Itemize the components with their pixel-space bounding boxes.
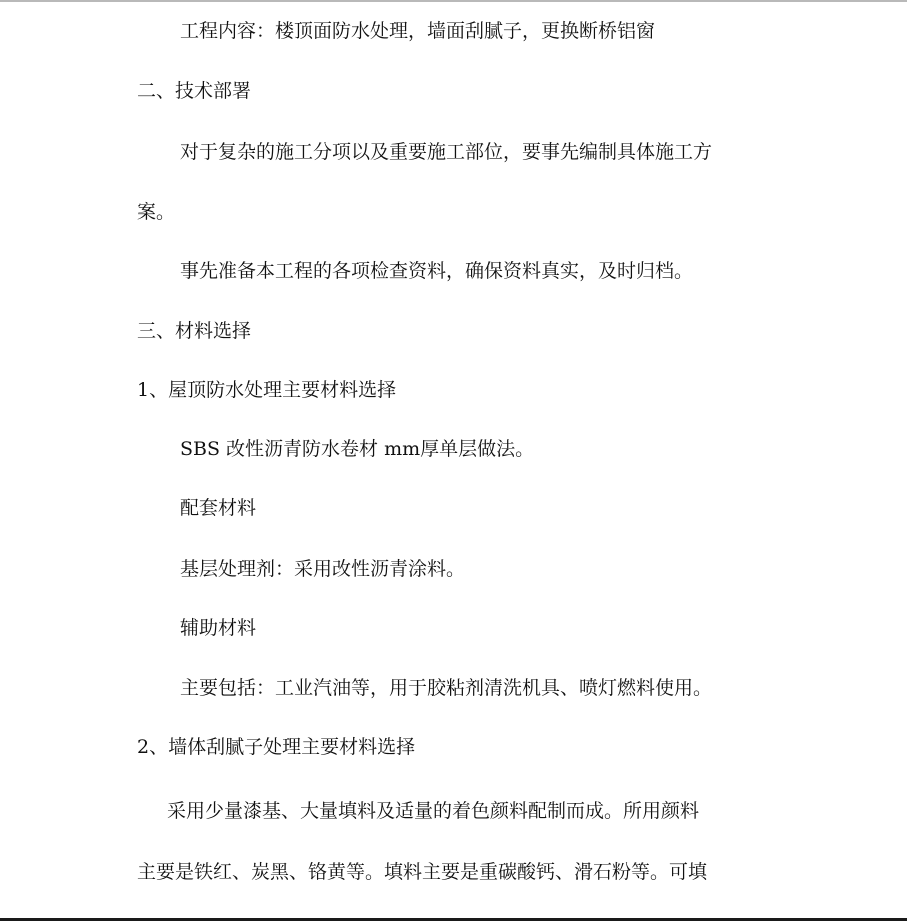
top-border bbox=[0, 0, 907, 2]
label-auxiliary-materials: 辅助材料 bbox=[180, 617, 257, 639]
label-supporting-materials: 配套材料 bbox=[180, 497, 257, 519]
heading-material-selection: 三、材料选择 bbox=[137, 320, 252, 342]
paragraph-inspection-docs: 事先准备本工程的各项检查资料，确保资料真实，及时归档。 bbox=[180, 260, 694, 282]
paragraph-project-content: 工程内容：楼顶面防水处理，墙面刮腻子，更换断桥铝窗 bbox=[180, 20, 656, 42]
paragraph-putty-composition: 采用少量漆基、大量填料及适量的着色颜料配制而成。所用颜料 bbox=[167, 800, 700, 822]
paragraph-sbs-membrane: SBS 改性沥青防水卷材 mm厚单层做法。 bbox=[180, 438, 535, 460]
subheading-roof-waterproofing: 1、屋顶防水处理主要材料选择 bbox=[137, 379, 397, 401]
paragraph-complex-items: 对于复杂的施工分项以及重要施工部位，要事先编制具体施工方 bbox=[180, 141, 713, 163]
heading-technical-deployment: 二、技术部署 bbox=[137, 80, 252, 102]
paragraph-putty-composition-cont: 主要是铁红、炭黑、铬黄等。填料主要是重碳酸钙、滑石粉等。可填 bbox=[137, 861, 708, 883]
paragraph-auxiliary-contents: 主要包括：工业汽油等，用于胶粘剂清洗机具、喷灯燃料使用。 bbox=[180, 677, 713, 699]
paragraph-complex-items-cont: 案。 bbox=[137, 201, 176, 223]
subheading-wall-putty: 2、墙体刮腻子处理主要材料选择 bbox=[137, 736, 416, 758]
paragraph-primer: 基层处理剂：采用改性沥青涂料。 bbox=[180, 558, 466, 580]
